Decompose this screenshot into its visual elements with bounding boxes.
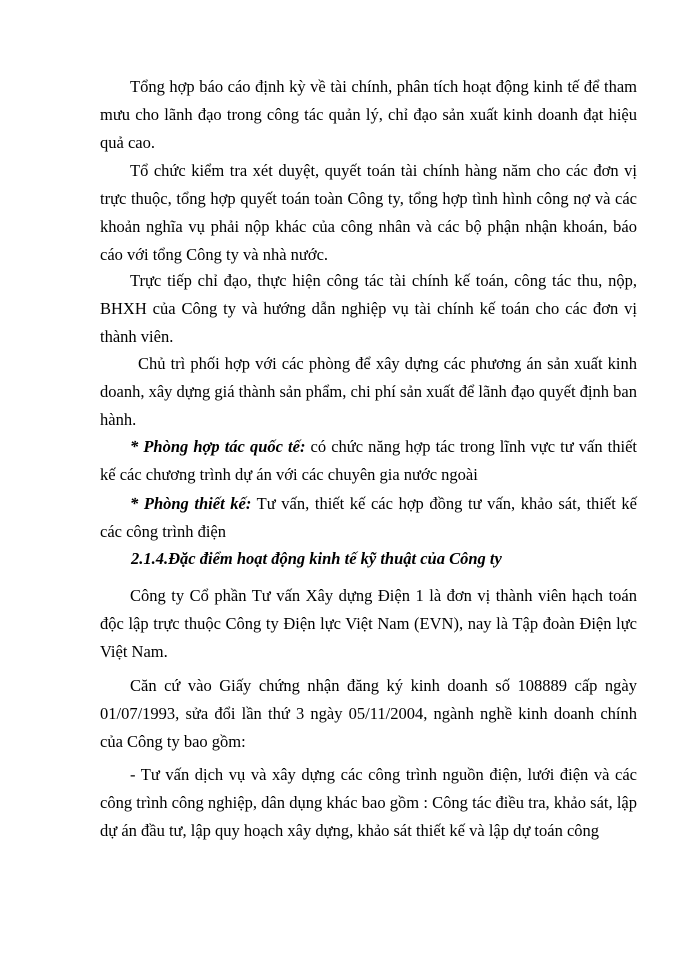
paragraph-2: [100, 157, 637, 269]
paragraph-1: [100, 73, 637, 157]
section-paragraph-3: [100, 761, 637, 845]
design-dept-text: Tư vấn, thiết kế các hợp đồng tư vấn, khảo sát, thiết kế các công trình điện: [100, 494, 637, 541]
paragraph-2-text: Tổ chức kiểm tra xét duyệt, quyết toán tài chính hàng năm cho các đơn vị trực thuộc, tổng hợp quyết toán toàn Công ty, tổng hợp tình hình công nợ và các khoản nghĩa vụ phải nộp khác của công nhân và các bộ phận nhận khoán, báo cáo với tổng Công ty và nhà nước.: [100, 161, 637, 264]
paragraph-3-text: Trực tiếp chỉ đạo, thực hiện công tác tài chính kế toán, công tác thu, nộp, BHXH của Công ty và hướng dẫn nghiệp vụ tài chính kế toán cho các đơn vị thành viên.: [100, 271, 637, 346]
paragraph-4: [100, 350, 637, 434]
section-paragraph-3-text: - Tư vấn dịch vụ và xây dựng các công trình nguồn điện, lưới điện và các công trình công nghiệp, dân dụng khác bao gồm : Công tác điều tra, khảo sát, lập dự án đầu tư, lập quy hoạch xây dựng, khảo sát thiết kế và lập dự toán công: [100, 765, 637, 840]
section-paragraph-1-text: Công ty Cổ phần Tư vấn Xây dựng Điện 1 là đơn vị thành viên hạch toán độc lập trực thuộc Công ty Điện lực Việt Nam (EVN), nay là Tập đoàn Điện lực Việt Nam.: [100, 586, 637, 661]
section-heading: [131, 545, 637, 573]
paragraph-1-text: Tổng hợp báo cáo định kỳ về tài chính, phân tích hoạt động kinh tế để tham mưu cho lãnh đạo trong công tác quản lý, chỉ đạo sản xuất kinh doanh đạt hiệu quả cao.: [100, 77, 637, 152]
intl-cooperation-text: có chức năng hợp tác trong lĩnh vực tư vấn thiết kế các chương trình dự án với các chuyên gia nước ngoài: [100, 437, 637, 484]
intl-cooperation-lead: * Phòng hợp tác quốc tế:: [130, 437, 306, 456]
section-heading-text: 2.1.4.Đặc điểm hoạt động kinh tế kỹ thuật của Công ty: [131, 549, 502, 568]
section-paragraph-2-text: Căn cứ vào Giấy chứng nhận đăng ký kinh doanh số 108889 cấp ngày 01/07/1993, sửa đổi lần thứ 3 ngày 05/11/2004, ngành nghề kinh doanh chính của Công ty bao gồm:: [100, 676, 637, 751]
section-paragraph-1: [100, 582, 637, 666]
paragraph-3: [100, 267, 637, 351]
section-paragraph-2: [100, 672, 637, 756]
design-dept-lead: * Phòng thiết kế:: [130, 494, 252, 513]
paragraph-intl-cooperation: [100, 433, 637, 489]
paragraph-4-text: Chủ trì phối hợp với các phòng để xây dựng các phương án sản xuất kinh doanh, xây dựng giá thành sản phẩm, chi phí sản xuất để lãnh đạo quyết định ban hành.: [100, 354, 637, 429]
paragraph-design-dept: [100, 490, 637, 546]
